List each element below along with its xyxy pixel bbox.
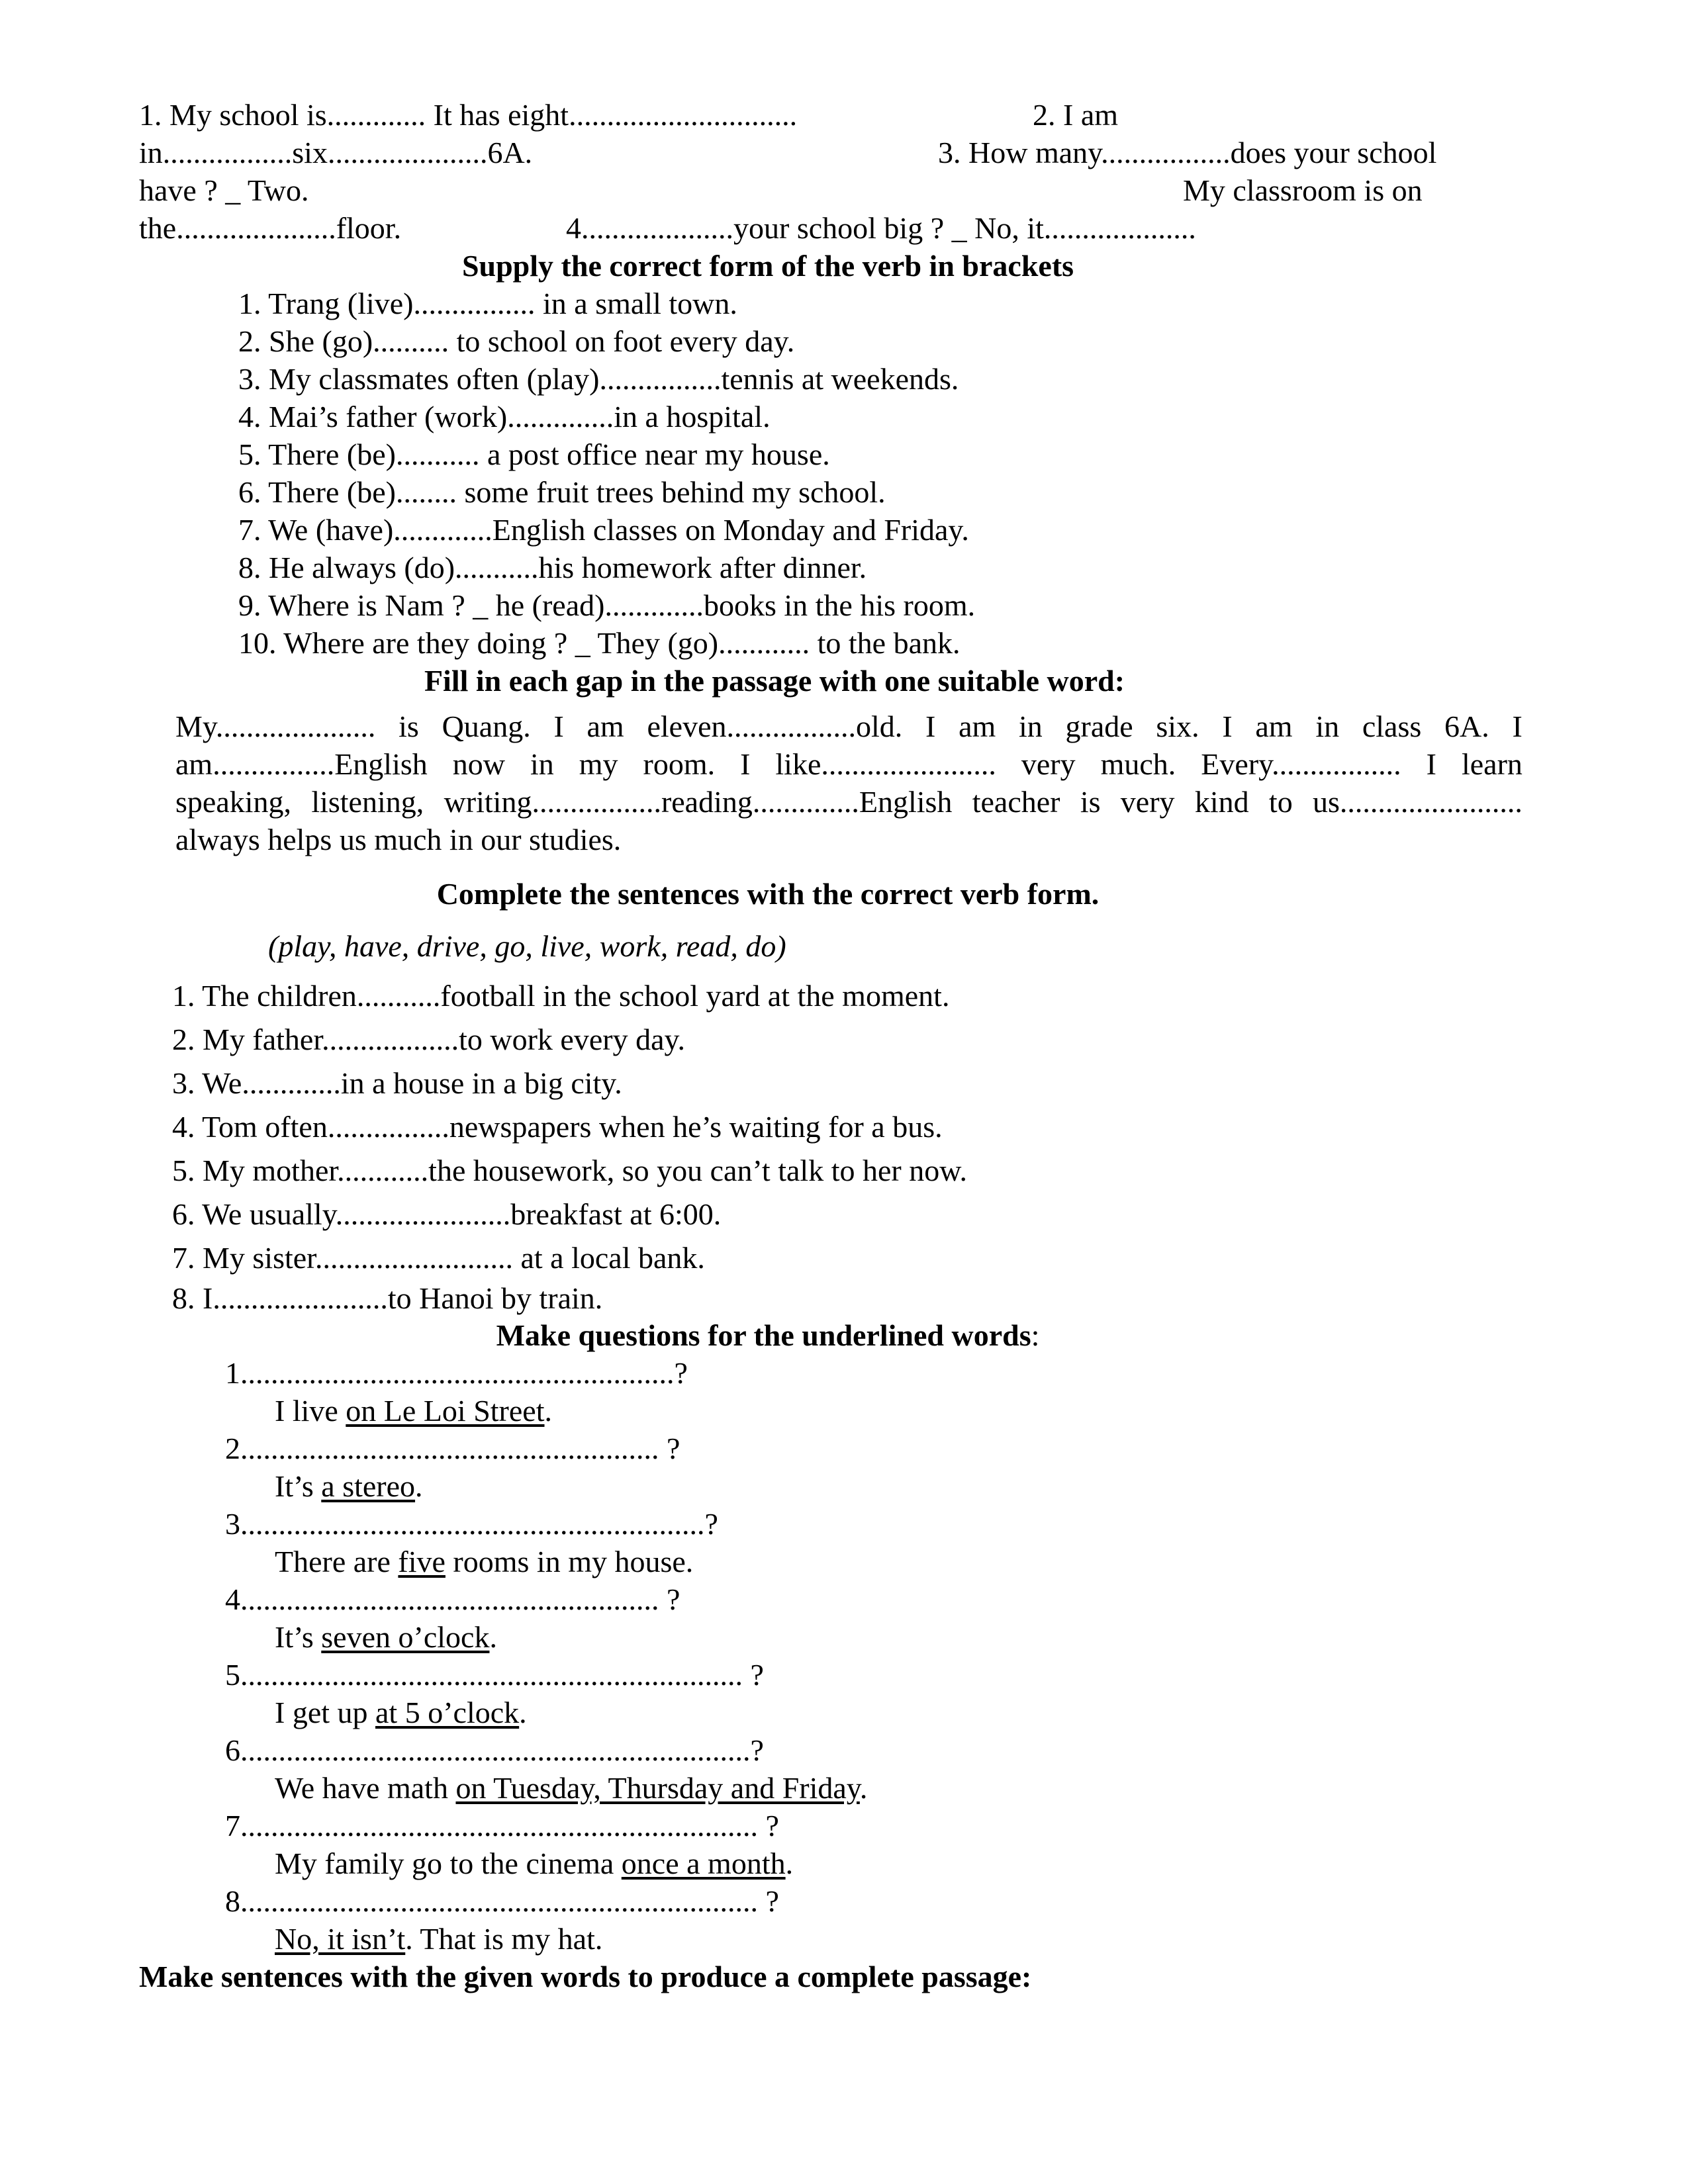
answer-text: .	[544, 1394, 552, 1428]
passage-word: I	[925, 709, 936, 743]
top-row-1	[139, 96, 1549, 134]
worksheet-page	[139, 96, 1549, 1995]
passage-word: in	[1315, 709, 1340, 743]
passage-word: I	[553, 709, 564, 743]
passage-line	[175, 707, 1523, 745]
questions-list	[139, 1354, 1549, 1958]
question-blank-line: 2....................................................... ?	[225, 1432, 680, 1465]
passage-line	[175, 821, 1523, 858]
top-row-2-left: in.................six.....................6A.	[139, 136, 533, 169]
top-row-3	[139, 171, 1549, 209]
list-item: 6. There (be)........ some fruit trees behind my school.	[238, 475, 886, 509]
passage-word: six.	[1156, 709, 1199, 743]
question-blank-line: 8.................................................................... ?	[225, 1884, 779, 1918]
answer-text: rooms in my house.	[445, 1545, 694, 1578]
passage-word: in	[530, 747, 554, 781]
questions-heading-text: Make questions for the underlined words	[496, 1318, 1031, 1352]
passage-word: class	[1362, 709, 1422, 743]
answer-text: .	[415, 1469, 423, 1503]
passage-word: am	[586, 709, 624, 743]
answer-sentence	[139, 1769, 1549, 1807]
answer-text: .	[859, 1771, 868, 1805]
question-blank-line: 6...................................................................?	[225, 1733, 764, 1767]
top-row-3-left: have ? _ Two.	[139, 173, 309, 207]
complete-heading: Complete the sentences with the correct verb form.	[436, 877, 1100, 911]
list-item: 8. He always (do)...........his homework after dinner.	[238, 551, 867, 584]
answer-text: .	[785, 1846, 794, 1880]
questions-heading	[139, 1316, 1397, 1354]
answer-sentence	[139, 1920, 1549, 1958]
passage-line	[175, 745, 1523, 783]
complete-list	[139, 974, 1549, 1316]
spacer	[139, 965, 1549, 974]
list-item: 6. We usually.......................breakfast at 6:00.	[172, 1197, 722, 1231]
answer-sentence	[139, 1694, 1549, 1731]
list-item: 1. The children...........football in the school yard at the moment.	[172, 979, 950, 1013]
passage-word: writing.................reading..............English	[444, 785, 953, 819]
top-row-1-left: 1. My school is............. It has eight..............................	[139, 98, 798, 132]
passage-word: teacher	[972, 785, 1060, 819]
top-row-3-right: My classroom is on	[1183, 173, 1423, 207]
top-row-4	[139, 209, 1549, 247]
list-item: 3. We.............in a house in a big city.	[172, 1066, 622, 1100]
list-item: 7. My sister.......................... at a local bank.	[172, 1241, 705, 1275]
underlined-words: seven o’clock	[321, 1620, 490, 1654]
passage-word: Every.................	[1201, 747, 1401, 781]
passage-word: is	[399, 709, 419, 743]
answer-sentence	[139, 1392, 1549, 1430]
underlined-words: once a month	[621, 1846, 786, 1880]
passage-word: us........................	[1313, 785, 1523, 819]
passage-word: 6A.	[1444, 709, 1489, 743]
list-item: 1. Trang (live)................ in a small town.	[238, 287, 737, 320]
underlined-words: at 5 o’clock	[375, 1696, 520, 1729]
top-row-2-right: 3. How many.................does your school	[938, 136, 1437, 169]
passage-word: I	[1426, 747, 1436, 781]
passage-word: room.	[643, 747, 716, 781]
answer-sentence	[139, 1467, 1549, 1505]
list-item: 4. Mai’s father (work)..............in a hospital.	[238, 400, 771, 433]
passage-word: am................English	[175, 747, 428, 781]
question-blank-line: 5.................................................................. ?	[225, 1658, 764, 1692]
list-item: 9. Where is Nam ? _ he (read).............books in the his room.	[238, 588, 976, 622]
spacer	[139, 858, 1549, 875]
list-item: 7. We (have).............English classes on Monday and Friday.	[238, 513, 969, 547]
passage-word: much.	[1100, 747, 1176, 781]
passage-word: I	[1222, 709, 1233, 743]
passage-word: always helps us much in our studies.	[175, 823, 622, 856]
answer-text: I live	[275, 1394, 346, 1428]
passage-word: am	[959, 709, 996, 743]
passage-word: to	[1268, 785, 1293, 819]
passage-word: very	[1021, 747, 1076, 781]
list-item: 3. My classmates often (play)................tennis at weekends.	[238, 362, 959, 396]
passage-word: My.....................	[175, 709, 376, 743]
answer-sentence	[139, 1618, 1549, 1656]
underlined-words: five	[398, 1545, 445, 1578]
underlined-words: a stereo	[321, 1469, 416, 1503]
answer-text: . That is my hat.	[405, 1922, 603, 1956]
question-blank-line: 3.............................................................?	[225, 1507, 718, 1541]
answer-text: .	[489, 1620, 497, 1654]
passage-word: very	[1120, 785, 1175, 819]
list-item: 5. My mother............the housework, so you can’t talk to her now.	[172, 1154, 967, 1187]
list-item: 10. Where are they doing ? _ They (go)............ to the bank.	[238, 626, 961, 660]
top-row-2	[139, 134, 1549, 171]
list-item: 4. Tom often................newspapers when he’s waiting for a bus.	[172, 1110, 943, 1144]
top-row-4-left: the.....................floor.	[139, 211, 402, 245]
list-item: 2. She (go).......... to school on foot every day.	[238, 324, 795, 358]
passage-line	[175, 783, 1523, 821]
underlined-words: No, it isn’t	[275, 1922, 406, 1956]
answer-text: My family go to the cinema	[275, 1846, 622, 1880]
passage-word: learn	[1461, 747, 1523, 781]
underlined-words: on Tuesday, Thursday and Friday	[455, 1771, 860, 1805]
top-row-1-right: 2. I am	[1033, 98, 1119, 132]
underlined-words: on Le Loi Street	[346, 1394, 545, 1428]
make-sentences-heading: Make sentences with the given words to produce a complete passage:	[139, 1960, 1032, 1993]
passage-word: kind	[1194, 785, 1249, 819]
passage-word: grade	[1065, 709, 1133, 743]
passage-block	[139, 707, 1549, 858]
list-item: 2. My father..................to work every day.	[172, 1023, 686, 1056]
passage-word: listening,	[311, 785, 424, 819]
passage-word: is	[1080, 785, 1101, 819]
passage-word: eleven.................old.	[647, 709, 903, 743]
answer-sentence	[139, 1844, 1549, 1882]
passage-word: speaking,	[175, 785, 292, 819]
spacer	[139, 913, 1549, 927]
answer-text: .	[519, 1696, 527, 1729]
verbs-list	[139, 285, 1549, 662]
passage-word: my	[579, 747, 618, 781]
questions-heading-colon: :	[1031, 1318, 1040, 1352]
passage-word: in	[1019, 709, 1043, 743]
word-bank: (play, have, drive, go, live, work, read, do)	[268, 929, 786, 963]
top-row-4-right: 4....................your school big ? _ No, it....................	[566, 211, 1196, 245]
passage-heading: Fill in each gap in the passage with one suitable word:	[424, 664, 1125, 698]
answer-text: We have math	[275, 1771, 456, 1805]
passage-word: like.......................	[775, 747, 996, 781]
passage-word: I	[1512, 709, 1523, 743]
question-blank-line: 4....................................................... ?	[225, 1582, 680, 1616]
passage-word: I	[740, 747, 751, 781]
question-blank-line: 1.........................................................?	[225, 1356, 688, 1390]
answer-text: It’s	[275, 1469, 322, 1503]
answer-text: There are	[275, 1545, 399, 1578]
answer-text: It’s	[275, 1620, 322, 1654]
answer-sentence	[139, 1543, 1549, 1580]
passage-word: Quang.	[442, 709, 531, 743]
top-exercise-block	[139, 96, 1549, 247]
passage-word: now	[452, 747, 505, 781]
list-item: 5. There (be)........... a post office near my house.	[238, 437, 830, 471]
spacer	[139, 700, 1549, 707]
question-blank-line: 7.................................................................... ?	[225, 1809, 779, 1843]
answer-text: I get up	[275, 1696, 376, 1729]
passage-word: am	[1255, 709, 1293, 743]
verbs-heading: Supply the correct form of the verb in brackets	[461, 249, 1074, 283]
list-item: 8. I.......................to Hanoi by train.	[172, 1281, 603, 1315]
